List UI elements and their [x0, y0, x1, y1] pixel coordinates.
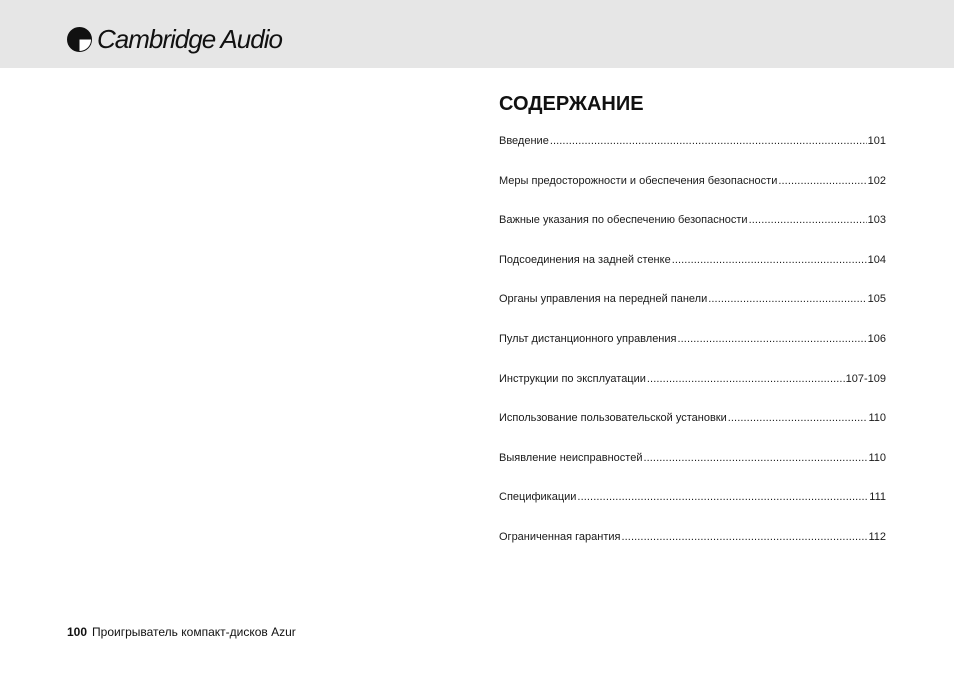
toc-item-label: Введение: [499, 135, 549, 147]
toc-dot-leader: [622, 527, 868, 547]
toc-item-label: Важные указания по обеспечению безопасности: [499, 214, 748, 227]
toc-item-page: 110: [868, 412, 886, 425]
toc-item[interactable]: [499, 408, 886, 448]
toc-item[interactable]: [499, 448, 886, 488]
toc-dot-leader: [550, 131, 867, 151]
toc-item-page: 104: [867, 253, 886, 266]
toc-item-label: Пульт дистанционного управления: [499, 332, 677, 345]
toc-dot-leader: [728, 408, 868, 428]
brand-logo: [67, 22, 282, 56]
toc-item[interactable]: [499, 369, 886, 409]
toc-item[interactable]: [499, 487, 886, 527]
toc-item-page: 111: [869, 491, 886, 504]
toc-item-page: 105: [867, 293, 886, 306]
toc-item-label: Органы управления на передней панели: [499, 293, 708, 306]
toc-dot-leader: [749, 210, 867, 230]
toc-item[interactable]: [499, 329, 886, 369]
toc-item[interactable]: [499, 131, 886, 171]
toc-item-page: 112: [868, 530, 886, 543]
brand-name: Cambridge Audio: [97, 24, 282, 54]
toc-item[interactable]: [499, 527, 886, 567]
toc-item[interactable]: [499, 289, 886, 329]
page-footer: [67, 623, 296, 641]
toc-dot-leader: [577, 487, 868, 507]
toc-dot-leader: [778, 171, 866, 191]
footer-document-title: Проигрыватель компакт-дисков Azur: [92, 625, 296, 639]
toc-item-page: 101: [867, 135, 886, 147]
page-title: СОДЕРЖАНИЕ: [499, 93, 644, 115]
toc-item-page: 103: [867, 214, 886, 227]
toc-item-label: Ограниченная гарантия: [499, 530, 621, 543]
toc-item-label: Подсоединения на задней стенке: [499, 253, 671, 266]
toc-dot-leader: [678, 329, 867, 349]
toc-item-page: 102: [867, 174, 886, 187]
toc-item[interactable]: [499, 250, 886, 290]
toc-item[interactable]: [499, 210, 886, 250]
toc-dot-leader: [672, 250, 867, 270]
toc-dot-leader: [643, 448, 867, 468]
toc-dot-leader: [708, 289, 866, 309]
toc-item-page: 106: [867, 332, 886, 345]
header-band: [0, 0, 954, 68]
toc-list: [499, 131, 886, 567]
toc-item[interactable]: [499, 171, 886, 211]
toc-item-label: Меры предосторожности и обеспечения безопасности: [499, 174, 778, 187]
toc-item-page: 107-109: [845, 372, 886, 385]
toc-item-label: Использование пользовательской установки: [499, 412, 727, 425]
toc-item-label: Спецификации: [499, 491, 577, 504]
cambridge-audio-logo-icon: [67, 27, 92, 52]
toc-item-page: 110: [868, 451, 886, 464]
toc-dot-leader: [647, 369, 845, 389]
footer-page-number: 100: [67, 625, 88, 639]
toc-item-label: Выявление неисправностей: [499, 451, 643, 464]
toc-item-label: Инструкции по эксплуатации: [499, 372, 646, 385]
